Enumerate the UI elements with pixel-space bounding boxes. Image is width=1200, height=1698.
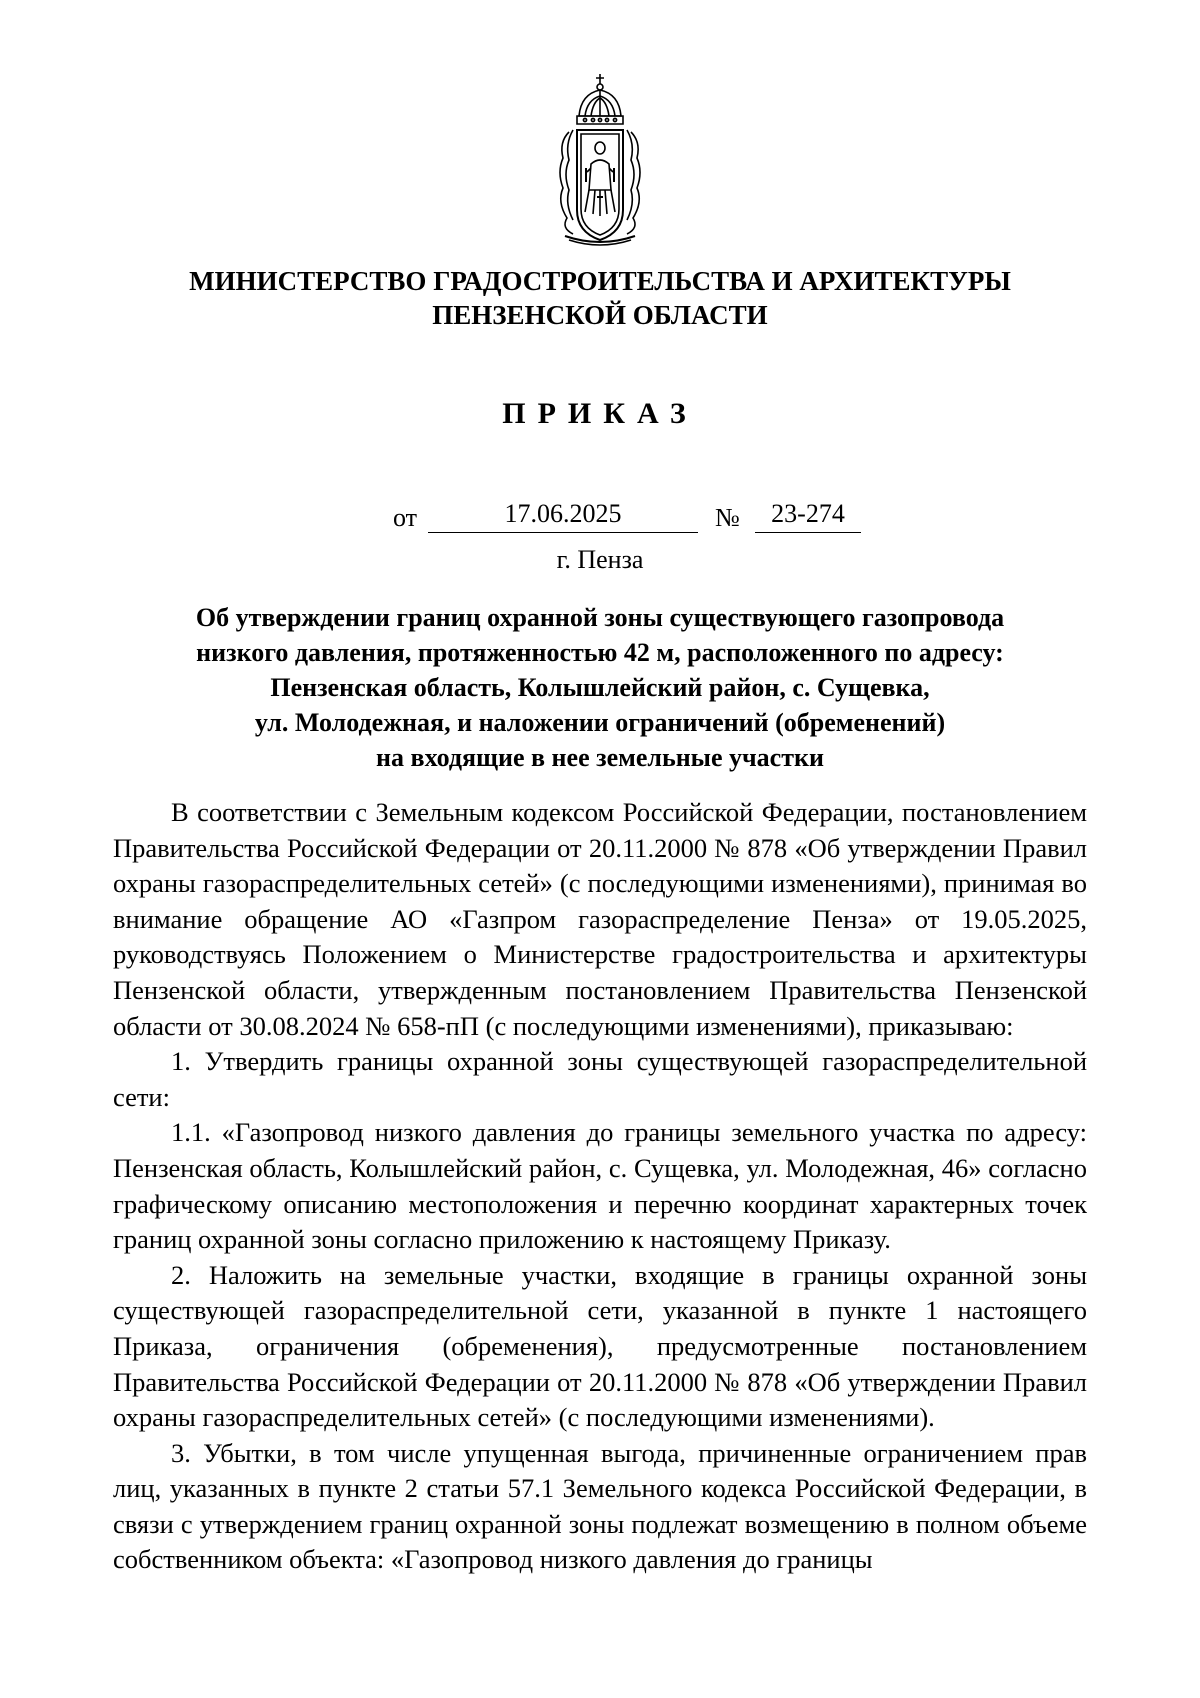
- ministry-name-line1: МИНИСТЕРСТВО ГРАДОСТРОИТЕЛЬСТВА И АРХИТЕКТУРЫ: [189, 266, 1011, 296]
- document-body: [113, 795, 1087, 1578]
- body-paragraph-item-1: 1. Утвердить границы охранной зоны существующей газораспределительной сети:: [113, 1046, 1087, 1112]
- number-value: 23-274: [771, 499, 845, 528]
- body-paragraph-item-3: 3. Убытки, в том числе упущенная выгода, причиненные ограничением прав лиц, указанных в пункте 2 статьи 57.1 Земельного кодекса Российской Федерации, в связи с утверждением границ охранной зоны подлежат возмещению в полном объеме собственником объекта: «Газопровод низкого давления до границы: [113, 1437, 1087, 1575]
- subject-line: на входящие в нее земельные участки: [376, 743, 824, 772]
- document-type: ПРИКАЗ: [502, 397, 698, 430]
- penza-region-coat-of-arms-icon: [555, 72, 645, 248]
- ministry-name: [0, 264, 1200, 332]
- date-field: [428, 500, 698, 533]
- ministry-name-line2: ПЕНЗЕНСКОЙ ОБЛАСТИ: [432, 300, 768, 330]
- body-paragraph-item-1-1: 1.1. «Газопровод низкого давления до границы земельного участка по адресу: Пензенская область, Колышлейский район, с. Сущевка, ул. Молодежная, 46» согласно графическому описанию местоположения и перечню координат характерных точек границ охранной зоны согласно приложению к настоящему Приказу.: [113, 1117, 1087, 1255]
- subject-line: ул. Молодежная, и наложении ограничений (обременений): [254, 708, 946, 737]
- body-paragraph-item-2: 2. Наложить на земельные участки, входящие в границы охранной зоны существующей газораспределительной сети, указанной в пункте 1 настоящего Приказа, ограничения (обременения), предусмотренные постановлением Правительства Российской Федерации от 20.11.2000 № 878 «Об утверждении Правил охраны газораспределительных сетей» (с последующими изменениями).: [113, 1259, 1087, 1433]
- subject-line: Об утверждении границ охранной зоны существующего газопровода: [195, 603, 1005, 632]
- city: г. Пенза: [556, 545, 644, 574]
- number-label: №: [715, 503, 740, 532]
- date-label: от: [393, 503, 418, 532]
- document-subject: [150, 600, 1050, 775]
- subject-line: низкого давления, протяженностью 42 м, расположенного по адресу:: [196, 638, 1004, 667]
- subject-line: Пензенская область, Колышлейский район, с. Сущевка,: [270, 673, 930, 702]
- date-value: 17.06.2025: [504, 499, 622, 528]
- number-field: [755, 500, 861, 533]
- body-paragraph-preamble: В соответствии с Земельным кодексом Российской Федерации, постановлением Правительства Российской Федерации от 20.11.2000 № 878 «Об утверждении Правил охраны газораспределительных сетей» (с последующими изменениями), принимая во внимание обращение АО «Газпром газораспределение Пенза» от 19.05.2025, руководствуясь Положением о Министерстве градостроительства и архитектуры Пензенской области, утвержденным постановлением Правительства Пензенской области от 30.08.2024 № 658-пП (с последующими изменениями), приказываю:: [113, 797, 1087, 1041]
